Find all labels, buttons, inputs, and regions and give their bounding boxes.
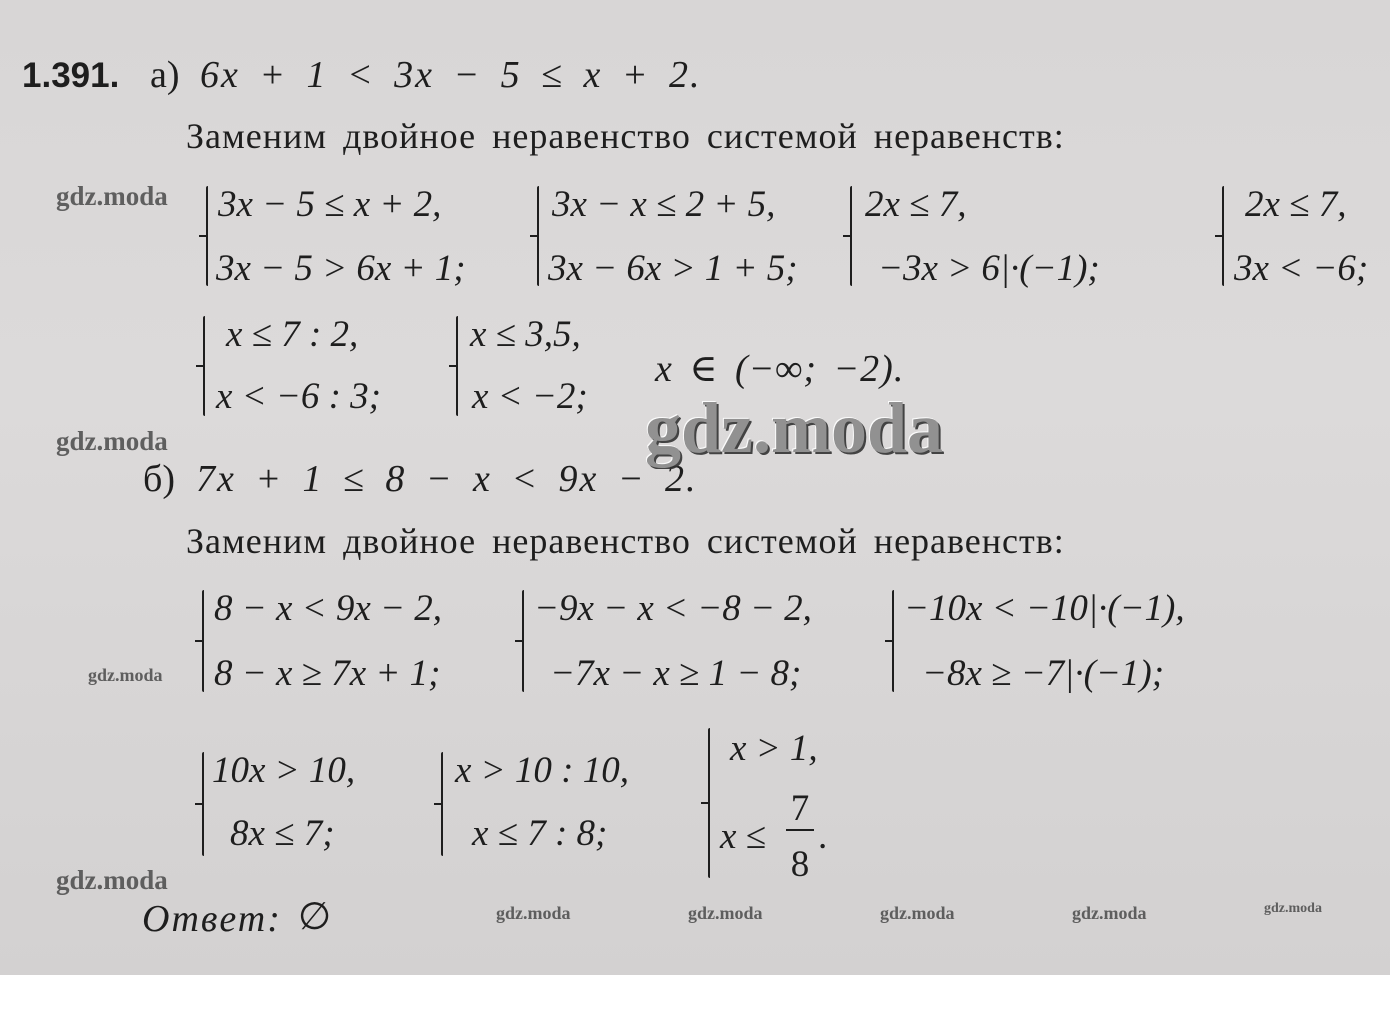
system-brace bbox=[850, 186, 852, 286]
system-b4-line2: 8x ≤ 7; bbox=[230, 813, 335, 854]
part-b-label: б) bbox=[143, 458, 175, 500]
system-a5-line2: x < −6 : 3; bbox=[216, 376, 382, 417]
part-b-inequality: 7x + 1 ≤ 8 − x < 9x − 2. bbox=[196, 458, 698, 500]
system-a3-line2: −3x > 6|·(−1); bbox=[878, 248, 1100, 289]
system-brace bbox=[441, 752, 443, 856]
system-brace bbox=[522, 590, 524, 692]
system-b3-line1: −10x < −10|·(−1), bbox=[904, 588, 1185, 629]
system-a6-line1: x ≤ 3,5, bbox=[470, 314, 581, 355]
system-brace bbox=[456, 316, 458, 416]
watermark: gdz.moda bbox=[880, 903, 955, 923]
part-a-inequality: 6x + 1 < 3x − 5 ≤ x + 2. bbox=[200, 54, 702, 96]
system-b6-line2-prefix: x ≤ bbox=[720, 816, 766, 857]
fraction-numerator: 7 bbox=[790, 788, 810, 829]
system-b1-line2: 8 − x ≥ 7x + 1; bbox=[214, 653, 441, 694]
system-a4-line2: 3x < −6; bbox=[1234, 248, 1369, 289]
system-brace bbox=[708, 728, 710, 878]
system-b2-line1: −9x − x < −8 − 2, bbox=[534, 588, 812, 629]
system-a4-line1: 2x ≤ 7, bbox=[1245, 184, 1347, 225]
watermark: gdz.moda bbox=[496, 903, 571, 923]
system-brace bbox=[537, 186, 539, 286]
system-a2-line1: 3x − x ≤ 2 + 5, bbox=[552, 184, 776, 225]
system-a2-line2: 3x − 6x > 1 + 5; bbox=[548, 248, 798, 289]
system-b6-line1: x > 1, bbox=[730, 728, 818, 769]
system-b2-line2: −7x − x ≥ 1 − 8; bbox=[550, 653, 802, 694]
part-a-label: а) bbox=[150, 54, 180, 96]
system-b3-line2: −8x ≥ −7|·(−1); bbox=[922, 653, 1165, 694]
system-a3-line1: 2x ≤ 7, bbox=[865, 184, 967, 225]
system-brace bbox=[1222, 186, 1224, 286]
fraction-bar bbox=[786, 829, 814, 831]
watermark: gdz.moda bbox=[688, 903, 763, 923]
system-b5-line1: x > 10 : 10, bbox=[455, 750, 629, 791]
system-brace bbox=[203, 316, 205, 416]
problem-number: 1.391. bbox=[22, 56, 120, 95]
part-a-intro: Заменим двойное неравенство системой неравенств: bbox=[186, 116, 1065, 156]
system-a6-line2: x < −2; bbox=[472, 376, 588, 417]
system-b1-line1: 8 − x < 9x − 2, bbox=[214, 588, 442, 629]
system-b5-line2: x ≤ 7 : 8; bbox=[472, 813, 608, 854]
system-brace bbox=[202, 752, 204, 856]
system-brace bbox=[206, 186, 208, 286]
system-a1-line2: 3x − 5 > 6x + 1; bbox=[216, 248, 466, 289]
watermark: gdz.moda bbox=[1264, 901, 1322, 916]
watermark: gdz.moda bbox=[56, 865, 168, 895]
answer-label: Ответ: bbox=[142, 898, 282, 940]
system-b4-line1: 10x > 10, bbox=[212, 750, 356, 791]
part-a-answer-interval: x ∈ (−∞; −2). bbox=[655, 348, 905, 390]
system-a1-line1: 3x − 5 ≤ x + 2, bbox=[218, 184, 442, 225]
watermark: gdz.moda bbox=[56, 426, 168, 456]
system-brace bbox=[892, 590, 894, 692]
answer-value: ∅ bbox=[298, 896, 332, 938]
watermark: gdz.moda bbox=[56, 181, 168, 211]
watermark: gdz.moda bbox=[88, 665, 163, 685]
system-brace bbox=[202, 590, 204, 692]
watermark-large: gdz.moda bbox=[645, 388, 944, 468]
system-a5-line1: x ≤ 7 : 2, bbox=[226, 314, 359, 355]
part-b-intro: Заменим двойное неравенство системой неравенств: bbox=[186, 521, 1065, 561]
fraction-denominator: 8 bbox=[790, 844, 810, 885]
watermark: gdz.moda bbox=[1072, 903, 1147, 923]
system-b6-period: . bbox=[818, 816, 828, 857]
